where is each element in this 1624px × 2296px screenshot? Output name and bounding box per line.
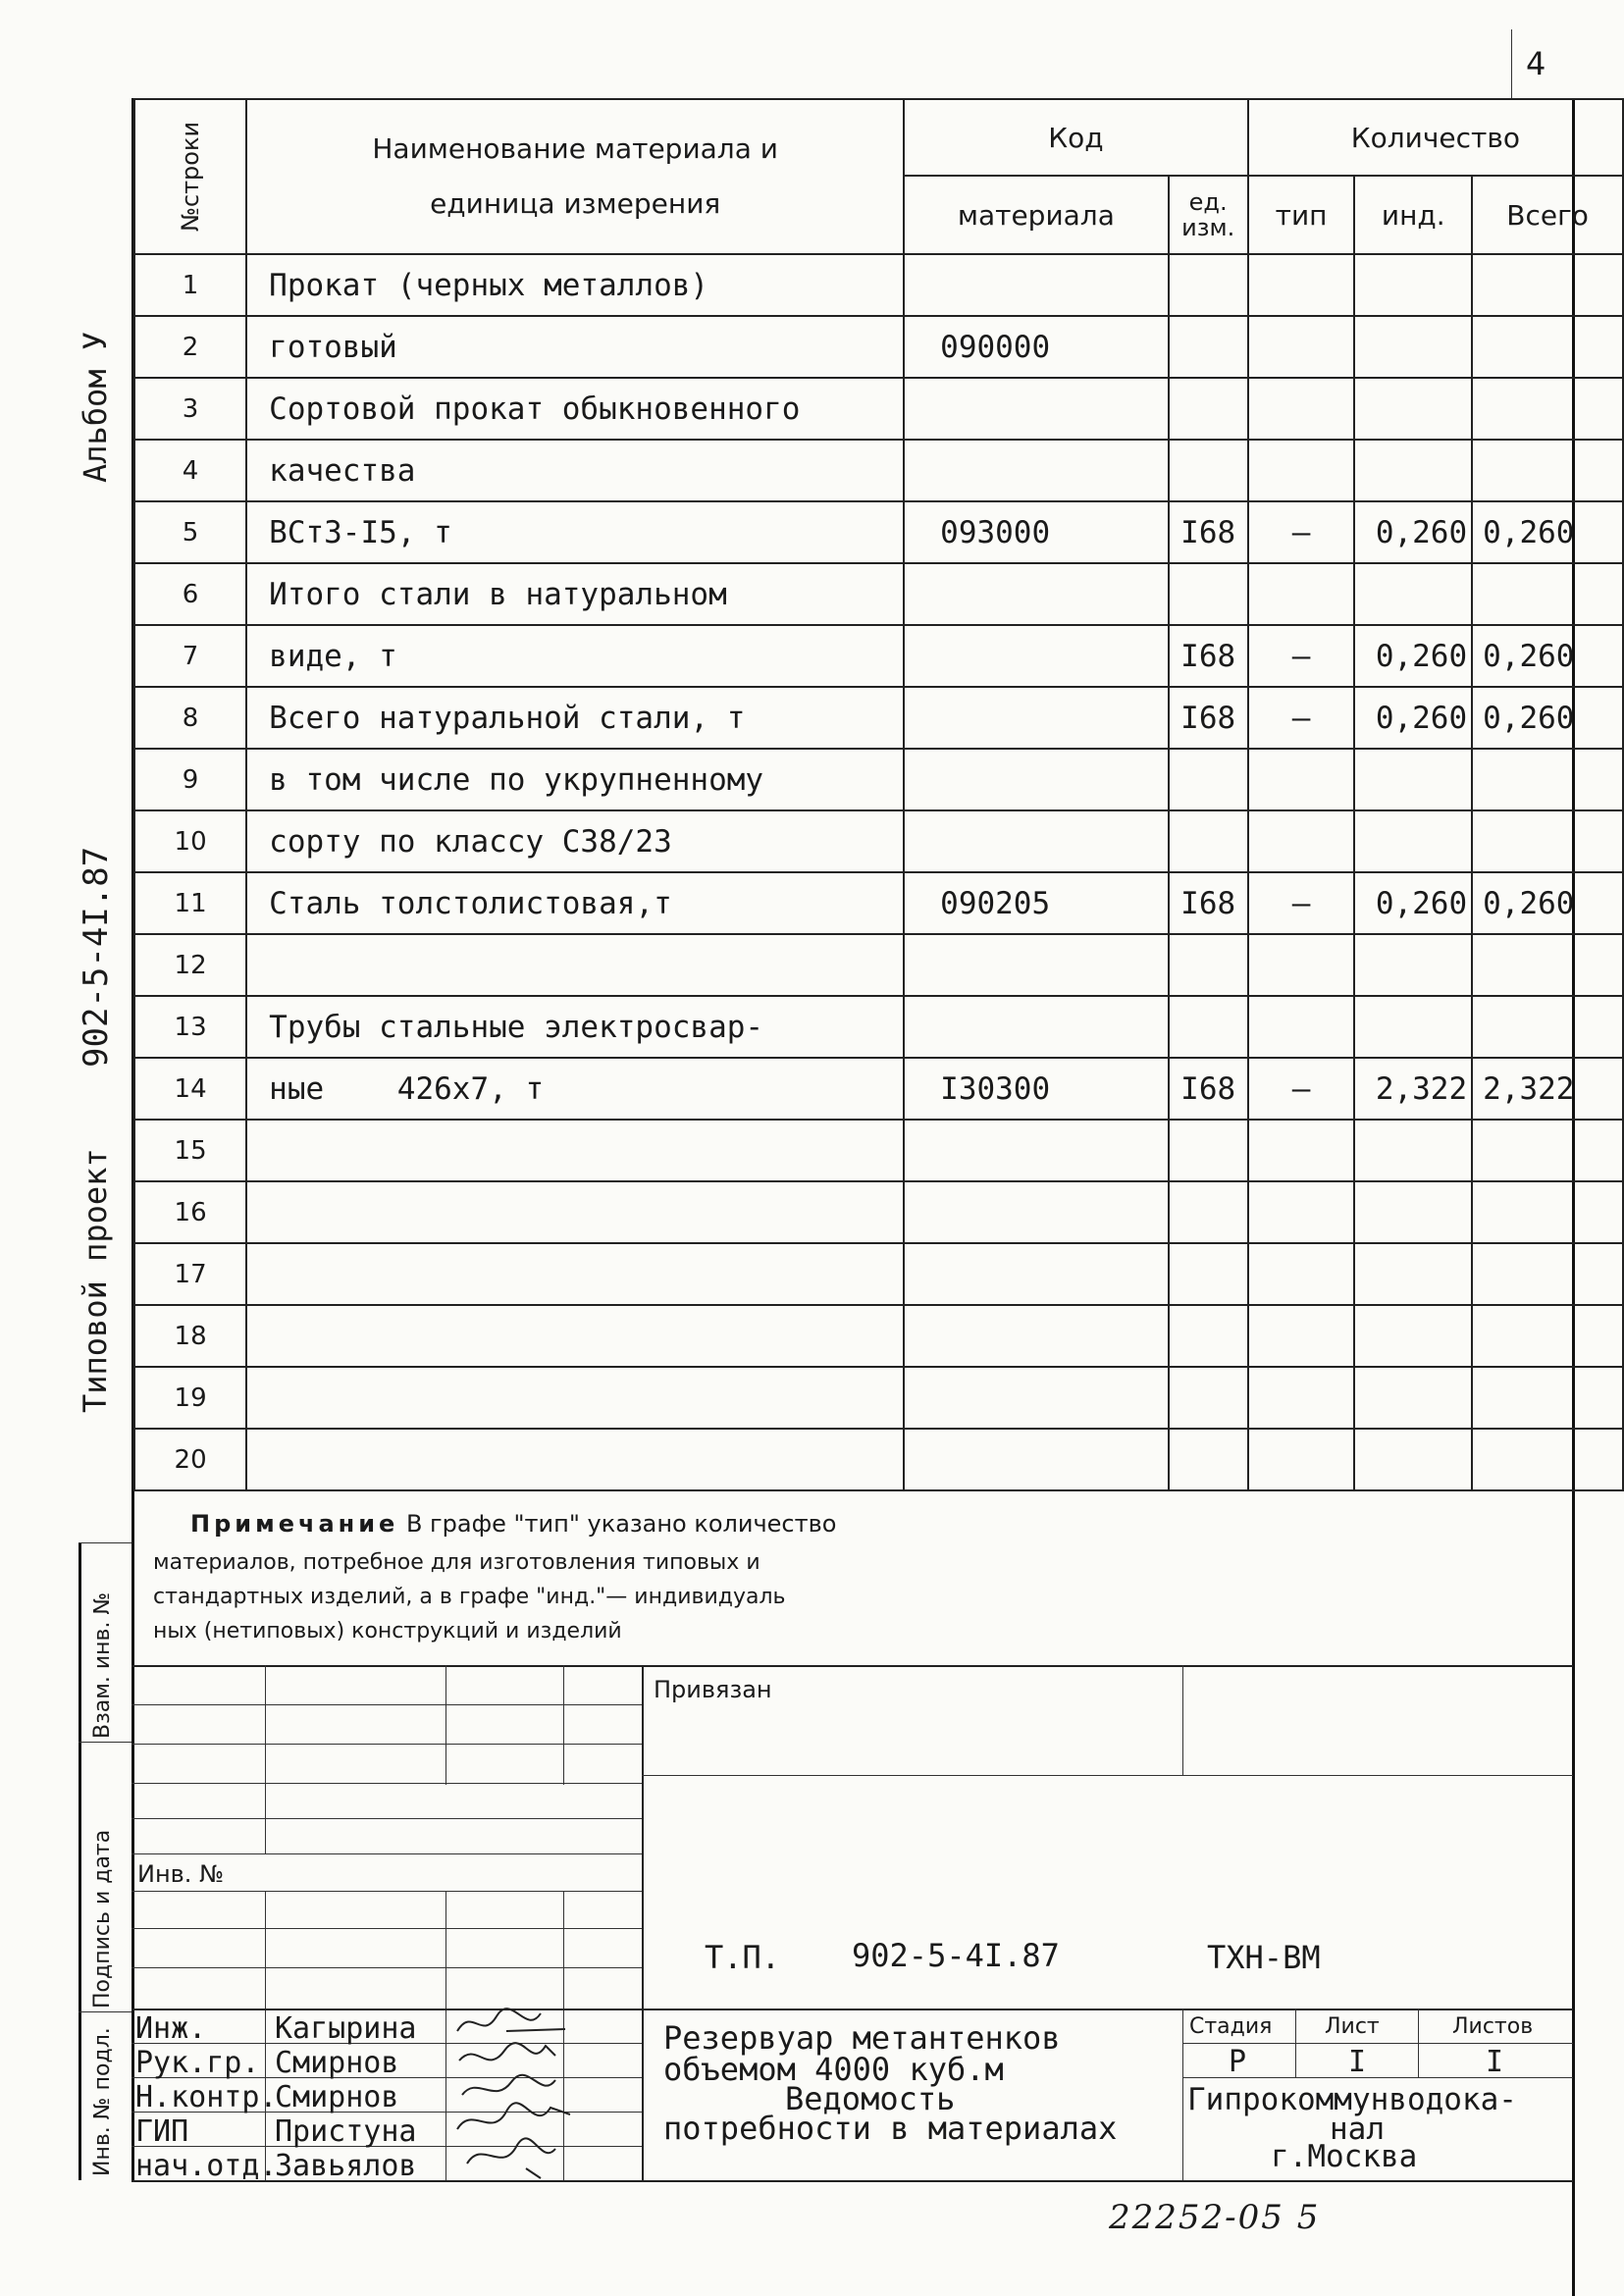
table-row: [134, 934, 1623, 996]
cell-unit: [1169, 810, 1248, 872]
page-number: 4: [1526, 45, 1546, 82]
cell-typ: [1248, 1429, 1355, 1490]
cell-total: [1472, 749, 1623, 810]
materials-table: [133, 98, 1624, 1491]
cell-typ: [1248, 996, 1355, 1058]
cell-code: 093000: [904, 501, 1168, 563]
header-total: Всего: [1472, 176, 1623, 254]
cell-total: 0,260: [1472, 687, 1623, 749]
cell-ind: [1354, 1429, 1472, 1490]
person-name-3: Смирнов: [275, 2080, 399, 2114]
cell-total: [1472, 1367, 1623, 1429]
cell-typ: [1248, 1367, 1355, 1429]
header-ind: инд.: [1354, 176, 1472, 254]
cell-unit: [1169, 1305, 1248, 1367]
table-row: [134, 440, 1623, 501]
header-code-group: Код: [904, 99, 1248, 176]
cell-name: виде, т: [246, 625, 904, 687]
header-name-cell: [246, 99, 904, 254]
cell-name: готовый: [246, 316, 904, 378]
cell-unit: [1169, 749, 1248, 810]
note-line-4: ных (нетиповых) конструкций и изделий: [153, 1619, 622, 1644]
table-row: [134, 1243, 1623, 1305]
grid-h-4: [131, 1818, 642, 1819]
cell-ind: [1354, 316, 1472, 378]
cell-total: [1472, 934, 1623, 996]
cell-total: [1472, 378, 1623, 440]
header-row-number-cell: [134, 99, 246, 254]
cell-unit: I68: [1169, 501, 1248, 563]
cell-n: 12: [134, 934, 246, 996]
header-typ: тип: [1248, 176, 1355, 254]
cell-ind: [1354, 563, 1472, 625]
cell-code: [904, 996, 1168, 1058]
cell-unit: [1169, 378, 1248, 440]
tp-mark: ТХН-ВМ: [1207, 1939, 1321, 1976]
cell-n: 11: [134, 872, 246, 934]
cell-total: [1472, 1305, 1623, 1367]
strip-divider-3: [79, 2011, 131, 2012]
cell-n: 14: [134, 1058, 246, 1120]
cell-unit: [1169, 1181, 1248, 1243]
org-line-1: Гипрокоммунводока-: [1187, 2082, 1517, 2117]
cell-name: сорту по классу С38/23: [246, 810, 904, 872]
cell-typ: [1248, 1305, 1355, 1367]
header-row-number: №строки: [177, 121, 205, 233]
title-org-divider: [1182, 2009, 1183, 2180]
cell-typ: –: [1248, 872, 1355, 934]
cell-code: [904, 563, 1168, 625]
cell-ind: [1354, 1243, 1472, 1305]
strip-label-inv-podl: Инв. № подл.: [90, 2027, 115, 2176]
person-role-4: ГИП: [135, 2114, 189, 2149]
cell-unit: [1169, 563, 1248, 625]
cell-total: 0,260: [1472, 501, 1623, 563]
table-row: [134, 872, 1623, 934]
sheets-value: I: [1486, 2045, 1504, 2079]
note-label: Примечание: [190, 1510, 399, 1538]
table-row: [134, 1058, 1623, 1120]
grid-h-2: [131, 1744, 642, 1745]
handwritten-footer: 22252-05 5: [1109, 2198, 1321, 2237]
table-row: [134, 1305, 1623, 1367]
org-line-3: г.Москва: [1271, 2139, 1418, 2174]
cell-ind: 0,260: [1354, 687, 1472, 749]
note-line-3: стандартных изделий, а в графе "инд."— индивидуаль: [153, 1585, 786, 1609]
cell-n: 15: [134, 1120, 246, 1181]
table-row: [134, 749, 1623, 810]
cell-total: 2,322: [1472, 1058, 1623, 1120]
grid-h-8: [131, 1967, 642, 1968]
table-row: [134, 563, 1623, 625]
cell-total: 0,260: [1472, 625, 1623, 687]
person-role-5: нач.отд.: [135, 2149, 278, 2183]
cell-code: 090205: [904, 872, 1168, 934]
cell-n: 9: [134, 749, 246, 810]
cell-ind: [1354, 996, 1472, 1058]
cell-total: [1472, 1120, 1623, 1181]
title-line-3: Ведомость: [785, 2080, 956, 2117]
sheets-label: Листов: [1452, 2014, 1534, 2039]
table-row: [134, 1181, 1623, 1243]
cell-total: [1472, 810, 1623, 872]
cell-code: [904, 1243, 1168, 1305]
cell-typ: [1248, 1243, 1355, 1305]
cell-typ: –: [1248, 501, 1355, 563]
cell-unit: [1169, 1120, 1248, 1181]
cell-name: [246, 934, 904, 996]
cell-n: 2: [134, 316, 246, 378]
stamp-divider-v: [642, 1665, 644, 2180]
grid-v-1b: [265, 1891, 266, 2180]
cell-typ: [1248, 934, 1355, 996]
cell-ind: 2,322: [1354, 1058, 1472, 1120]
note-text-1: В графе "тип" указано количество: [398, 1510, 837, 1538]
inv-no-label: Инв. №: [137, 1860, 225, 1888]
person-name-2: Смирнов: [275, 2046, 399, 2080]
cell-unit: [1169, 440, 1248, 501]
tp-code: 902-5-4I.87: [852, 1937, 1060, 1974]
cell-unit: [1169, 316, 1248, 378]
cell-name: [246, 1243, 904, 1305]
grid-v-2a: [445, 1665, 446, 1785]
privyazan-bottom: [642, 1775, 1573, 1776]
tp-label: Т.П.: [705, 1939, 781, 1976]
cell-name: ные 426х7, т: [246, 1058, 904, 1120]
cell-name: качества: [246, 440, 904, 501]
person-role-3: Н.контр.: [135, 2080, 278, 2114]
cell-typ: [1248, 440, 1355, 501]
header-material-code: материала: [904, 176, 1168, 254]
person-name-1: Кагырина: [275, 2011, 417, 2046]
cell-total: [1472, 996, 1623, 1058]
cell-n: 4: [134, 440, 246, 501]
table-row: [134, 625, 1623, 687]
title-block-top: [642, 2009, 1573, 2010]
sheet-value: I: [1348, 2045, 1367, 2079]
cell-total: [1472, 254, 1623, 316]
cell-ind: [1354, 934, 1472, 996]
side-label-album: Альбом У: [77, 331, 114, 483]
cell-n: 1: [134, 254, 246, 316]
table-row: [134, 316, 1623, 378]
cell-unit: I68: [1169, 1058, 1248, 1120]
cell-total: [1472, 563, 1623, 625]
cell-n: 3: [134, 378, 246, 440]
strip-label-vzam-inv: Взам. инв. №: [90, 1592, 115, 1739]
cell-ind: [1354, 378, 1472, 440]
cell-n: 5: [134, 501, 246, 563]
header-unit: ед. изм.: [1169, 176, 1248, 254]
cell-unit: [1169, 934, 1248, 996]
cell-ind: [1354, 1120, 1472, 1181]
grid-h-5: [131, 1853, 642, 1854]
cell-name: Всего натуральной стали, т: [246, 687, 904, 749]
table-row: [134, 996, 1623, 1058]
stage-header-bottom: [1182, 2043, 1573, 2044]
title-line-2: объемом 4000 куб.м: [663, 2051, 1004, 2088]
cell-name: [246, 1429, 904, 1490]
cell-code: [904, 934, 1168, 996]
org-line-2: нал: [1330, 2112, 1385, 2147]
privyazan-label: Привязан: [654, 1676, 772, 1703]
grid-v-3a: [563, 1665, 564, 1785]
grid-h-3: [131, 1783, 642, 1784]
table-row: [134, 378, 1623, 440]
grid-v-1a: [265, 1665, 266, 1853]
cell-name: [246, 1305, 904, 1367]
cell-typ: –: [1248, 687, 1355, 749]
stage-col-divider-2: [1418, 2009, 1419, 2077]
cell-name: Прокат (черных металлов): [246, 254, 904, 316]
cell-name: [246, 1367, 904, 1429]
cell-unit: [1169, 1243, 1248, 1305]
table-row: [134, 1429, 1623, 1490]
cell-code: [904, 1367, 1168, 1429]
cell-typ: [1248, 316, 1355, 378]
table-body: [134, 254, 1623, 1490]
stage-col-divider-1: [1295, 2009, 1296, 2077]
cell-ind: [1354, 749, 1472, 810]
person-name-4: Пристуна: [275, 2114, 417, 2149]
cell-name: [246, 1120, 904, 1181]
privyazan-divider: [1182, 1665, 1183, 1775]
cell-unit: [1169, 996, 1248, 1058]
cell-n: 20: [134, 1429, 246, 1490]
side-label-project-code: 902-5-4I.87: [77, 846, 116, 1068]
cell-typ: [1248, 254, 1355, 316]
cell-typ: [1248, 1120, 1355, 1181]
cell-code: [904, 1305, 1168, 1367]
cell-unit: [1169, 254, 1248, 316]
table-header-row-1: [134, 99, 1623, 176]
person-role-2: Рук.гр.: [135, 2046, 260, 2080]
table-row: [134, 501, 1623, 563]
cell-name: [246, 1181, 904, 1243]
cell-code: [904, 440, 1168, 501]
title-line-4: потребности в материалах: [663, 2110, 1118, 2147]
cell-code: 090000: [904, 316, 1168, 378]
cell-unit: [1169, 1367, 1248, 1429]
cell-ind: 0,260: [1354, 625, 1472, 687]
cell-total: [1472, 316, 1623, 378]
cell-ind: [1354, 1367, 1472, 1429]
table-row: [134, 687, 1623, 749]
cell-typ: [1248, 563, 1355, 625]
cell-name: Итого стали в натуральном: [246, 563, 904, 625]
grid-h-1: [131, 1704, 642, 1705]
cell-code: [904, 254, 1168, 316]
note-line-2: материалов, потребное для изготовления типовых и: [153, 1550, 760, 1575]
left-strip-outer-line: [79, 1542, 81, 2180]
cell-typ: [1248, 1181, 1355, 1243]
strip-divider-1: [79, 1542, 131, 1543]
cell-name: Сталь толстолистовая,т: [246, 872, 904, 934]
cell-n: 8: [134, 687, 246, 749]
cell-ind: [1354, 1305, 1472, 1367]
cell-n: 7: [134, 625, 246, 687]
cell-code: [904, 378, 1168, 440]
cell-n: 6: [134, 563, 246, 625]
table-row: [134, 254, 1623, 316]
cell-code: [904, 749, 1168, 810]
strip-label-podpis-data: Подпись и дата: [90, 1829, 115, 2009]
cell-ind: [1354, 810, 1472, 872]
cell-unit: [1169, 1429, 1248, 1490]
cell-total: [1472, 1181, 1623, 1243]
cell-name: ВСт3-I5, т: [246, 501, 904, 563]
cell-ind: [1354, 1181, 1472, 1243]
stage-value: Р: [1229, 2045, 1247, 2079]
cell-code: [904, 1181, 1168, 1243]
cell-ind: 0,260: [1354, 872, 1472, 934]
grid-h-7: [131, 1928, 642, 1929]
strip-divider-2: [79, 1742, 131, 1743]
cell-typ: [1248, 749, 1355, 810]
cell-n: 10: [134, 810, 246, 872]
cell-name: Сортовой прокат обыкновенного: [246, 378, 904, 440]
cell-n: 17: [134, 1243, 246, 1305]
side-label-project-type: Типовой проект: [77, 1148, 114, 1413]
cell-unit: I68: [1169, 625, 1248, 687]
note-line-1: [190, 1507, 836, 1541]
cell-ind: [1354, 254, 1472, 316]
stage-label: Стадия: [1189, 2014, 1273, 2039]
person-role-1: Инж.: [135, 2011, 207, 2046]
cell-total: 0,260: [1472, 872, 1623, 934]
cell-n: 16: [134, 1181, 246, 1243]
cell-typ: –: [1248, 1058, 1355, 1120]
cell-n: 19: [134, 1367, 246, 1429]
cell-n: 13: [134, 996, 246, 1058]
grid-v-2b: [445, 1891, 446, 2180]
header-name: Наименование материала и единица измерения: [372, 132, 778, 220]
cell-name: в том числе по укрупненному: [246, 749, 904, 810]
cell-code: [904, 1429, 1168, 1490]
table-row: [134, 1367, 1623, 1429]
sheet-label: Лист: [1325, 2014, 1380, 2039]
cell-typ: [1248, 378, 1355, 440]
signatures: [447, 2002, 580, 2183]
cell-code: [904, 625, 1168, 687]
cell-code: [904, 810, 1168, 872]
cell-total: [1472, 1429, 1623, 1490]
stamp-top-line: [131, 1665, 1573, 1667]
table-row: [134, 1120, 1623, 1181]
cell-code: I30300: [904, 1058, 1168, 1120]
cell-typ: [1248, 810, 1355, 872]
person-name-5: Завьялов: [275, 2149, 417, 2183]
page-number-box-left: [1511, 29, 1512, 98]
cell-ind: [1354, 440, 1472, 501]
table-row: [134, 810, 1623, 872]
cell-unit: I68: [1169, 872, 1248, 934]
cell-code: [904, 687, 1168, 749]
cell-name: Трубы стальные электросвар-: [246, 996, 904, 1058]
cell-total: [1472, 440, 1623, 501]
cell-typ: –: [1248, 625, 1355, 687]
cell-total: [1472, 1243, 1623, 1305]
title-line-1: Резервуар метантенков: [663, 2019, 1061, 2057]
cell-n: 18: [134, 1305, 246, 1367]
cell-code: [904, 1120, 1168, 1181]
grid-h-6: [131, 1891, 642, 1892]
cell-unit: I68: [1169, 687, 1248, 749]
cell-ind: 0,260: [1354, 501, 1472, 563]
header-quantity-group: Количество: [1248, 99, 1623, 176]
